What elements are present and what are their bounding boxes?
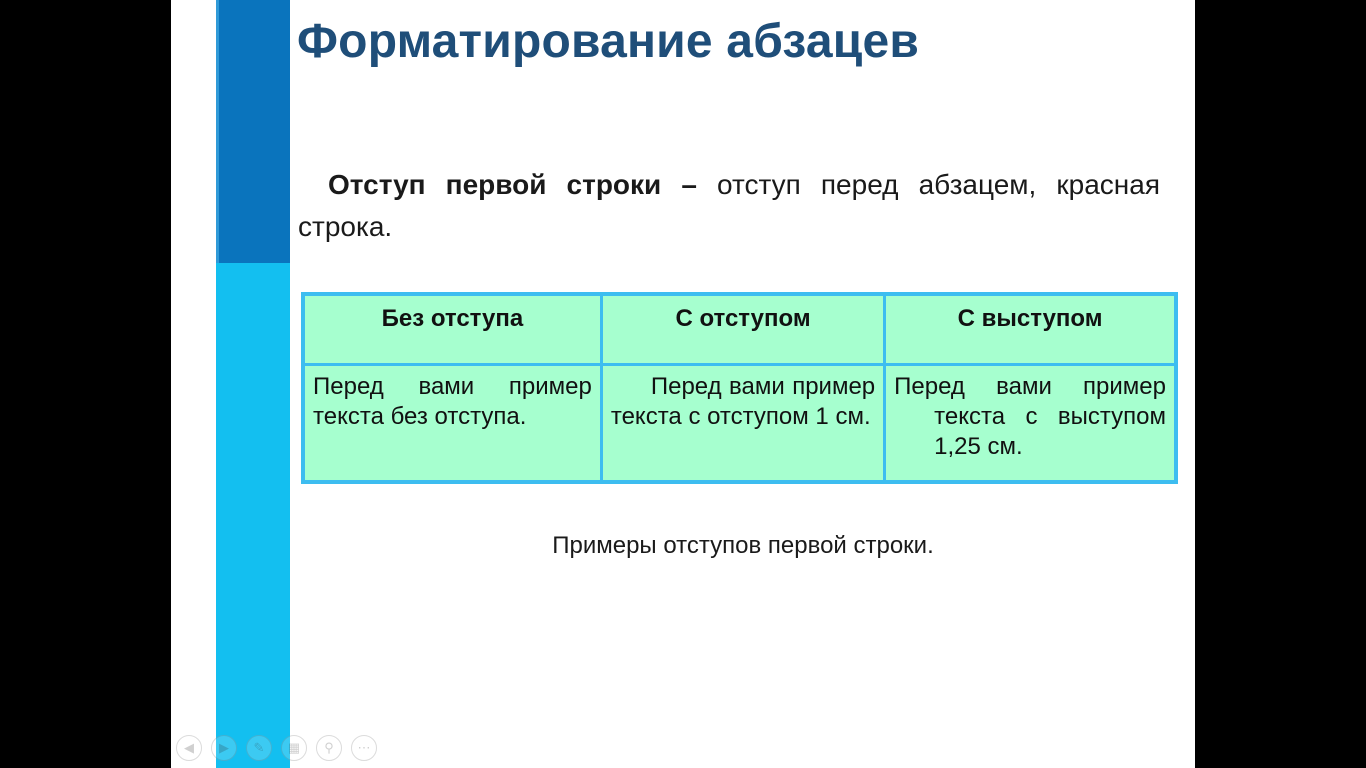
cell-indent: Перед вами пример текста с отступом 1 см. [601, 364, 884, 482]
definition-paragraph [298, 164, 1160, 248]
next-icon[interactable]: ▶ [211, 735, 237, 761]
slides-icon[interactable]: ▦ [281, 735, 307, 761]
zoom-icon[interactable]: ⚲ [316, 735, 342, 761]
definition-text: отступ перед абзацем, красная строка. [298, 169, 1160, 242]
decorative-bar-light [216, 263, 290, 768]
table-row [303, 364, 1176, 482]
table-caption: Примеры отступов первой строки. [552, 532, 934, 559]
cell-no-indent: Перед вами пример текста без отступа. [303, 364, 601, 482]
header-hanging: С выступом [885, 294, 1176, 364]
more-icon[interactable]: ⋯ [351, 735, 377, 761]
header-indent: С отступом [601, 294, 884, 364]
cell-hanging: Перед вами пример текста с выступом 1,25 см. [885, 364, 1176, 482]
slide-title: Форматирование абзацев [297, 15, 920, 68]
examples-table [301, 292, 1178, 484]
slide [171, 0, 1195, 768]
previous-icon[interactable]: ◀ [176, 735, 202, 761]
pen-icon[interactable]: ✎ [246, 735, 272, 761]
slideshow-controls [176, 735, 377, 763]
definition-term: Отступ первой строки – [328, 169, 697, 200]
decorative-bar-dark [216, 0, 290, 263]
table-header-row [303, 294, 1176, 364]
header-no-indent: Без отступа [303, 294, 601, 364]
